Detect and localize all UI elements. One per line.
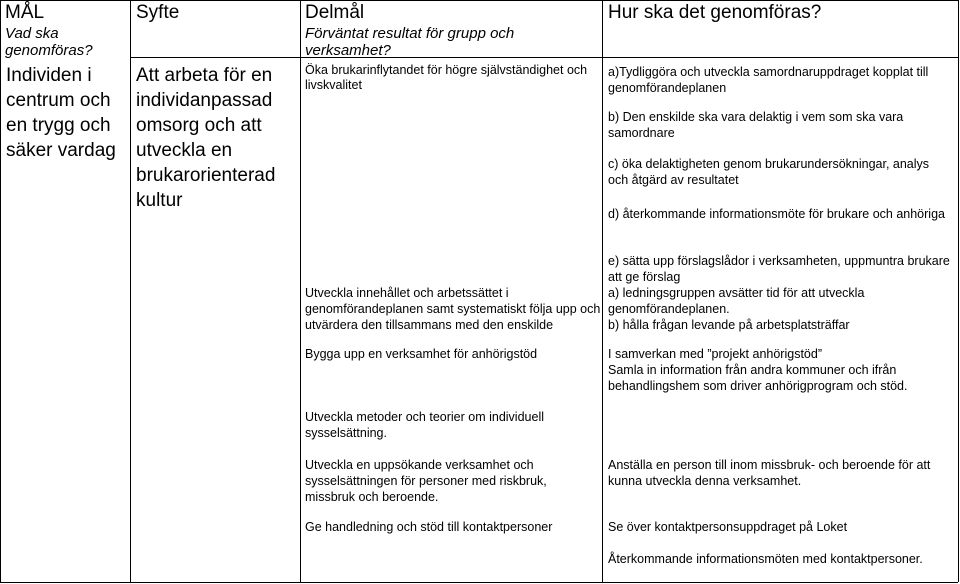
table-border-right (958, 0, 959, 582)
row2-delmal: Utveckla innehållet och arbetssättet i genomförandeplanen samt systematiskt följa upp och utvärdera den tillsammans med den enskilde (305, 286, 601, 332)
row1-hur-d: d) återkommande informationsmöte för brukare och anhöriga (608, 207, 945, 221)
row5-delmal: Utveckla en uppsökande verksamhet och sysselsättningen för personer med riskbruk, missbruk och beroende. (305, 458, 547, 504)
row1-mal: Individen i centrum och en trygg och säker vardag (6, 65, 116, 161)
row4-delmal: Utveckla metoder och teorier om individuell sysselsättning. (305, 410, 544, 440)
header-delmal-sub: Förväntat resultat för grupp och verksamhet? (305, 25, 515, 59)
header-mal-sub: Vad ska genomföras? (5, 25, 93, 59)
table-border-bottom (0, 582, 958, 583)
row1-hur-c: c) öka delaktigheten genom brukarundersökningar, analys och åtgärd av resultatet (608, 157, 930, 187)
column-divider (602, 0, 603, 582)
row1-hur-a: a)Tydliggöra och utveckla samordnaruppdraget kopplat till genomförandeplanen (608, 65, 929, 95)
row1-delmal: Öka brukarinflytandet för högre självständighet och livskvalitet (305, 63, 588, 92)
row5-hur: Anställa en person till inom missbruk- och beroende för att kunna utveckla denna verksamhet. (608, 458, 931, 488)
table-border-top (0, 0, 958, 1)
row3-delmal: Bygga upp en verksamhet för anhörigstöd (305, 347, 538, 361)
row6-delmal: Ge handledning och stöd till kontaktpersoner (305, 520, 553, 534)
column-divider (130, 0, 131, 582)
row1-syfte: Att arbeta för en individanpassad omsorg och att utveckla en brukarorienterad kultur (136, 65, 276, 211)
row2-hur-b: b) hålla frågan levande på arbetsplatsträffar (608, 318, 850, 332)
row3-hur: I samverkan med ”projekt anhörigstöd” Samla in information från andra kommuner och ifrån behandlingshem som driver anhörigprogram och stöd. (608, 347, 908, 393)
header-mal: MÅL (5, 2, 45, 23)
header-hur: Hur ska det genomföras? (608, 2, 822, 23)
row6-hur-a: Se över kontaktpersonsuppdraget på Loket (608, 520, 848, 534)
table-border-left (0, 0, 1, 582)
row6-hur-b: Återkommande informationsmöten med kontaktpersoner. (608, 552, 923, 566)
header-syfte: Syfte (136, 2, 180, 23)
row1-hur-e: e) sätta upp förslagslådor i verksamheten, uppmuntra brukare att ge förslag (608, 254, 950, 284)
row2-hur-a: a) ledningsgruppen avsätter tid för att utveckla genomförandeplanen. (608, 286, 865, 316)
header-delmal: Delmål (305, 2, 365, 23)
column-divider (300, 0, 301, 582)
row1-hur-b: b) Den enskilde ska vara delaktig i vem som ska vara samordnare (608, 110, 904, 140)
